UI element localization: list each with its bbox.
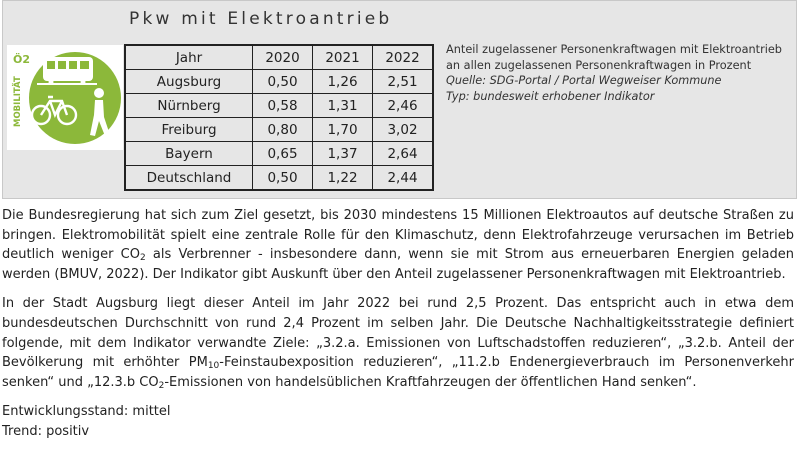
paragraph-text: -Feinstaubexposition reduzieren“, „11.2.b Endenergieverbrauch im Personenverkehr senken“ und „12.3.b CO [2,355,794,390]
table-header-cell: 2020 [253,45,313,70]
data-table [124,44,434,191]
table-cell: 1,70 [313,118,373,142]
table-header-cell: 2022 [373,45,434,70]
paragraph-intro [2,206,794,284]
table-cell: 1,26 [313,70,373,94]
tram-icon [37,57,97,85]
subscript: 2 [139,253,146,264]
table-cell: Freiburg [125,118,253,142]
table-cell: 1,37 [313,142,373,166]
table-cell: Augsburg [125,70,253,94]
subscript: 2 [158,380,165,391]
table-cell: 2,46 [373,94,434,118]
paragraph-text: Die Bundesregierung hat sich zum Ziel gesetzt, bis 2030 mindestens 15 Millionen Elektroautos auf deutsche Straßen zu bringen. Elektromobilität spielt eine zentrale Rolle für den Klimaschutz, denn Elektrofahrzeuge verursachen im Betrieb deutlich weniger CO [2,208,794,263]
table-cell: 3,02 [373,118,434,142]
trend-status: Trend: positiv [2,423,90,439]
paragraph-text: als Verbrenner - insbesondere dann, wenn sie mit Strom aus erneuerbaren Energien geladen werden (BMUV, 2022). Der Indikator gibt Auskunft über den Anteil zugelassener Personenkraftwagen mit Elektroantrieb. [2,247,794,282]
header-panel [2,0,797,199]
table-cell: 0,50 [253,70,313,94]
table-cell: 1,31 [313,94,373,118]
indicator-description-line: Anteil zugelassener Personenkraftwagen mit Elektroantrieb [446,43,782,56]
logo-label: MOBILITÄT [13,76,23,127]
table-cell: 0,50 [253,166,313,191]
development-status: Entwicklungsstand: mittel [2,404,171,420]
table-row [125,142,433,166]
table-cell: 2,51 [373,70,434,94]
table-cell: 0,58 [253,94,313,118]
table-cell: 2,44 [373,166,434,191]
table-cell: 0,65 [253,142,313,166]
table-cell: 0,80 [253,118,313,142]
table-cell: 1,22 [313,166,373,191]
mobility-logo [7,45,123,150]
indicator-source: Quelle: SDG-Portal / Portal Wegweiser Kommune [446,74,722,87]
body-text [2,206,794,442]
page-title: Pkw mit Elektroantrieb [129,9,393,29]
table-row [125,118,433,142]
indicator-info [446,42,782,104]
table-header-cell: Jahr [125,45,253,70]
indicator-type: Typ: bundesweit erhobener Indikator [446,89,655,103]
paragraph-text: -Emissionen von handelsüblichen Kraftfahrzeugen der öffentlichen Hand senken“. [164,374,697,390]
paragraph-augsburg [2,294,794,392]
paragraph-text: In der Stadt Augsburg liegt dieser Anteil im Jahr 2022 bei rund 2,5 Prozent. Das entspricht auch in etwa dem bundesdeutschen Durchschnitt von rund 2,4 Prozent im selben Jahr. Die Deutsche Nachhaltigkeitsstrategie definiert folgende, mit dem Indikator verwandte Ziele: „3.2.a. Emissionen von Luftschadstoffen reduzieren“, „3.2.b. Anteil der Bevölkerung mit erhöhter PM [2,296,794,371]
table-cell: Nürnberg [125,94,253,118]
table-row [125,166,433,191]
subscript: 10 [207,361,220,372]
table-cell: Deutschland [125,166,253,191]
indicator-description-line: an allen zugelassenen Personenkraftwagen in Prozent [446,58,752,72]
table-row [125,94,433,118]
data-table-container [124,44,434,191]
table-header-row [125,45,433,70]
table-header-cell: 2021 [313,45,373,70]
table-row [125,70,433,94]
logo-code: Ö2 [13,53,31,66]
table-cell: Bayern [125,142,253,166]
table-cell: 2,64 [373,142,434,166]
